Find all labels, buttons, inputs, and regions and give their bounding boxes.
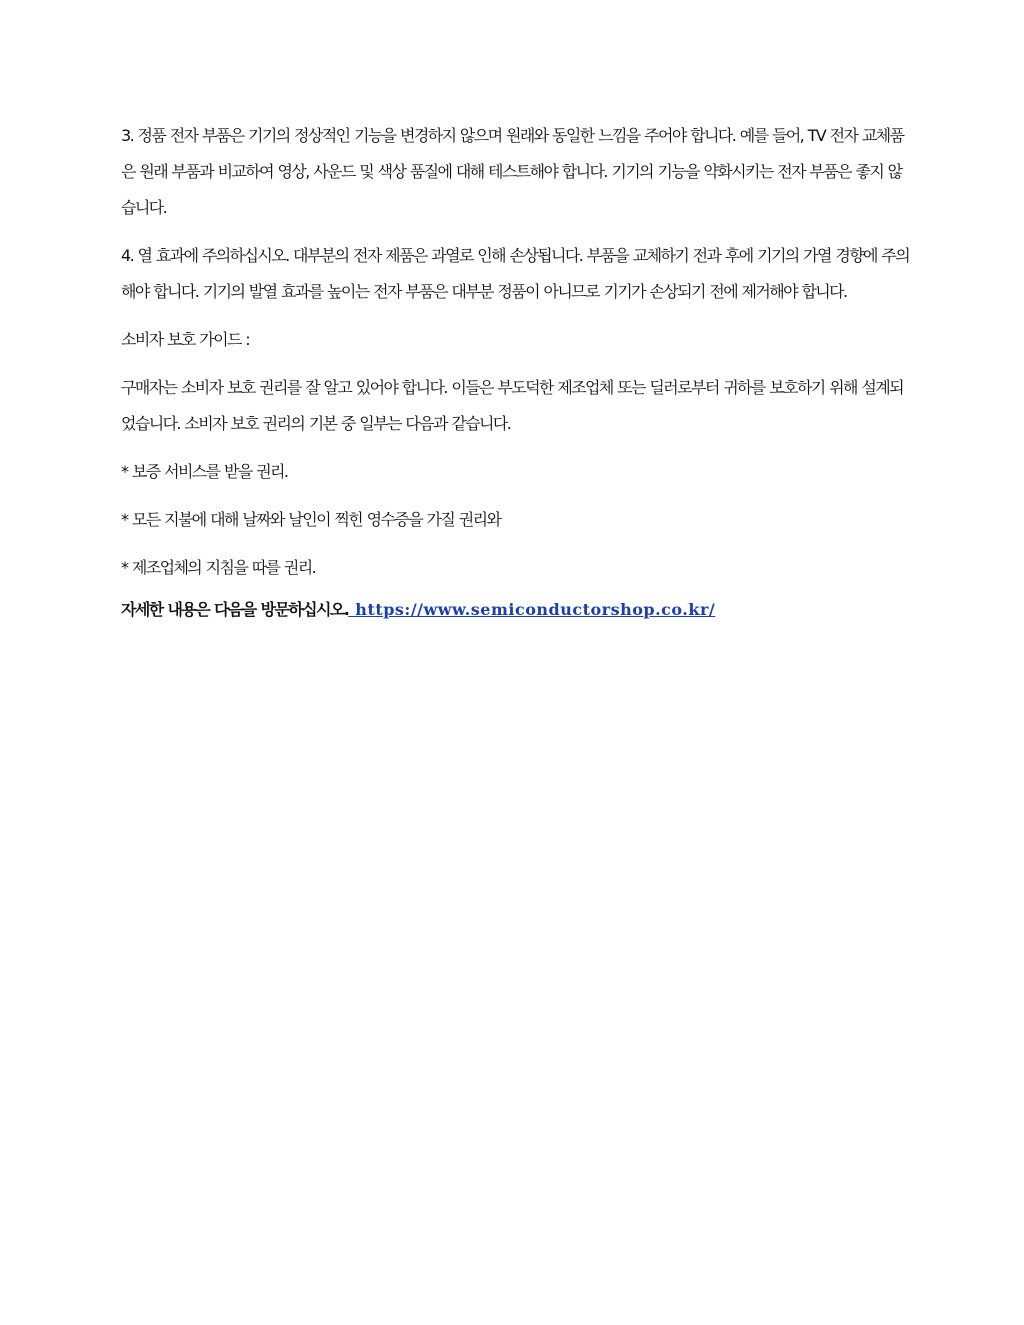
document-body <box>121 118 911 628</box>
paragraph-genuine-parts: 3. 정품 전자 부품은 기기의 정상적인 기능을 변경하지 않으며 원래와 동일한 느낌을 주어야 합니다. 예를 들어, TV 전자 교체품은 원래 부품과 비교하여 영상, 사운드 및 색상 품질에 대해 테스트해야 합니다. 기기의 기능을 약화시키는 전자 부품은 좋지 않습니다. <box>121 126 904 217</box>
closing-line <box>121 592 911 628</box>
right-warranty: * 보증 서비스를 받을 권리. <box>121 462 288 481</box>
right-manufacturer-guidelines: * 제조업체의 지침을 따를 권리. <box>121 558 316 577</box>
website-link[interactable]: https://www.semiconductorshop.co.kr/ <box>348 600 716 619</box>
closing-text: 자세한 내용은 다음을 방문하십시오. <box>121 600 349 619</box>
consumer-guide-heading: 소비자 보호 가이드 : <box>121 330 250 349</box>
consumer-guide-intro: 구매자는 소비자 보호 권리를 잘 알고 있어야 합니다. 이들은 부도덕한 제조업체 또는 딜러로부터 귀하를 보호하기 위해 설계되었습니다. 소비자 보호 권리의 기본 중 일부는 다음과 같습니다. <box>121 378 903 433</box>
right-receipt: * 모든 지불에 대해 날짜와 날인이 찍힌 영수증을 가질 권리와 <box>121 510 501 529</box>
paragraph-heat-effect: 4. 열 효과에 주의하십시오. 대부분의 전자 제품은 과열로 인해 손상됩니다. 부품을 교체하기 전과 후에 기기의 가열 경향에 주의해야 합니다. 기기의 발열 효과를 높이는 전자 부품은 대부분 정품이 아니므로 기기가 손상되기 전에 제거해야 합니다. <box>121 246 910 301</box>
